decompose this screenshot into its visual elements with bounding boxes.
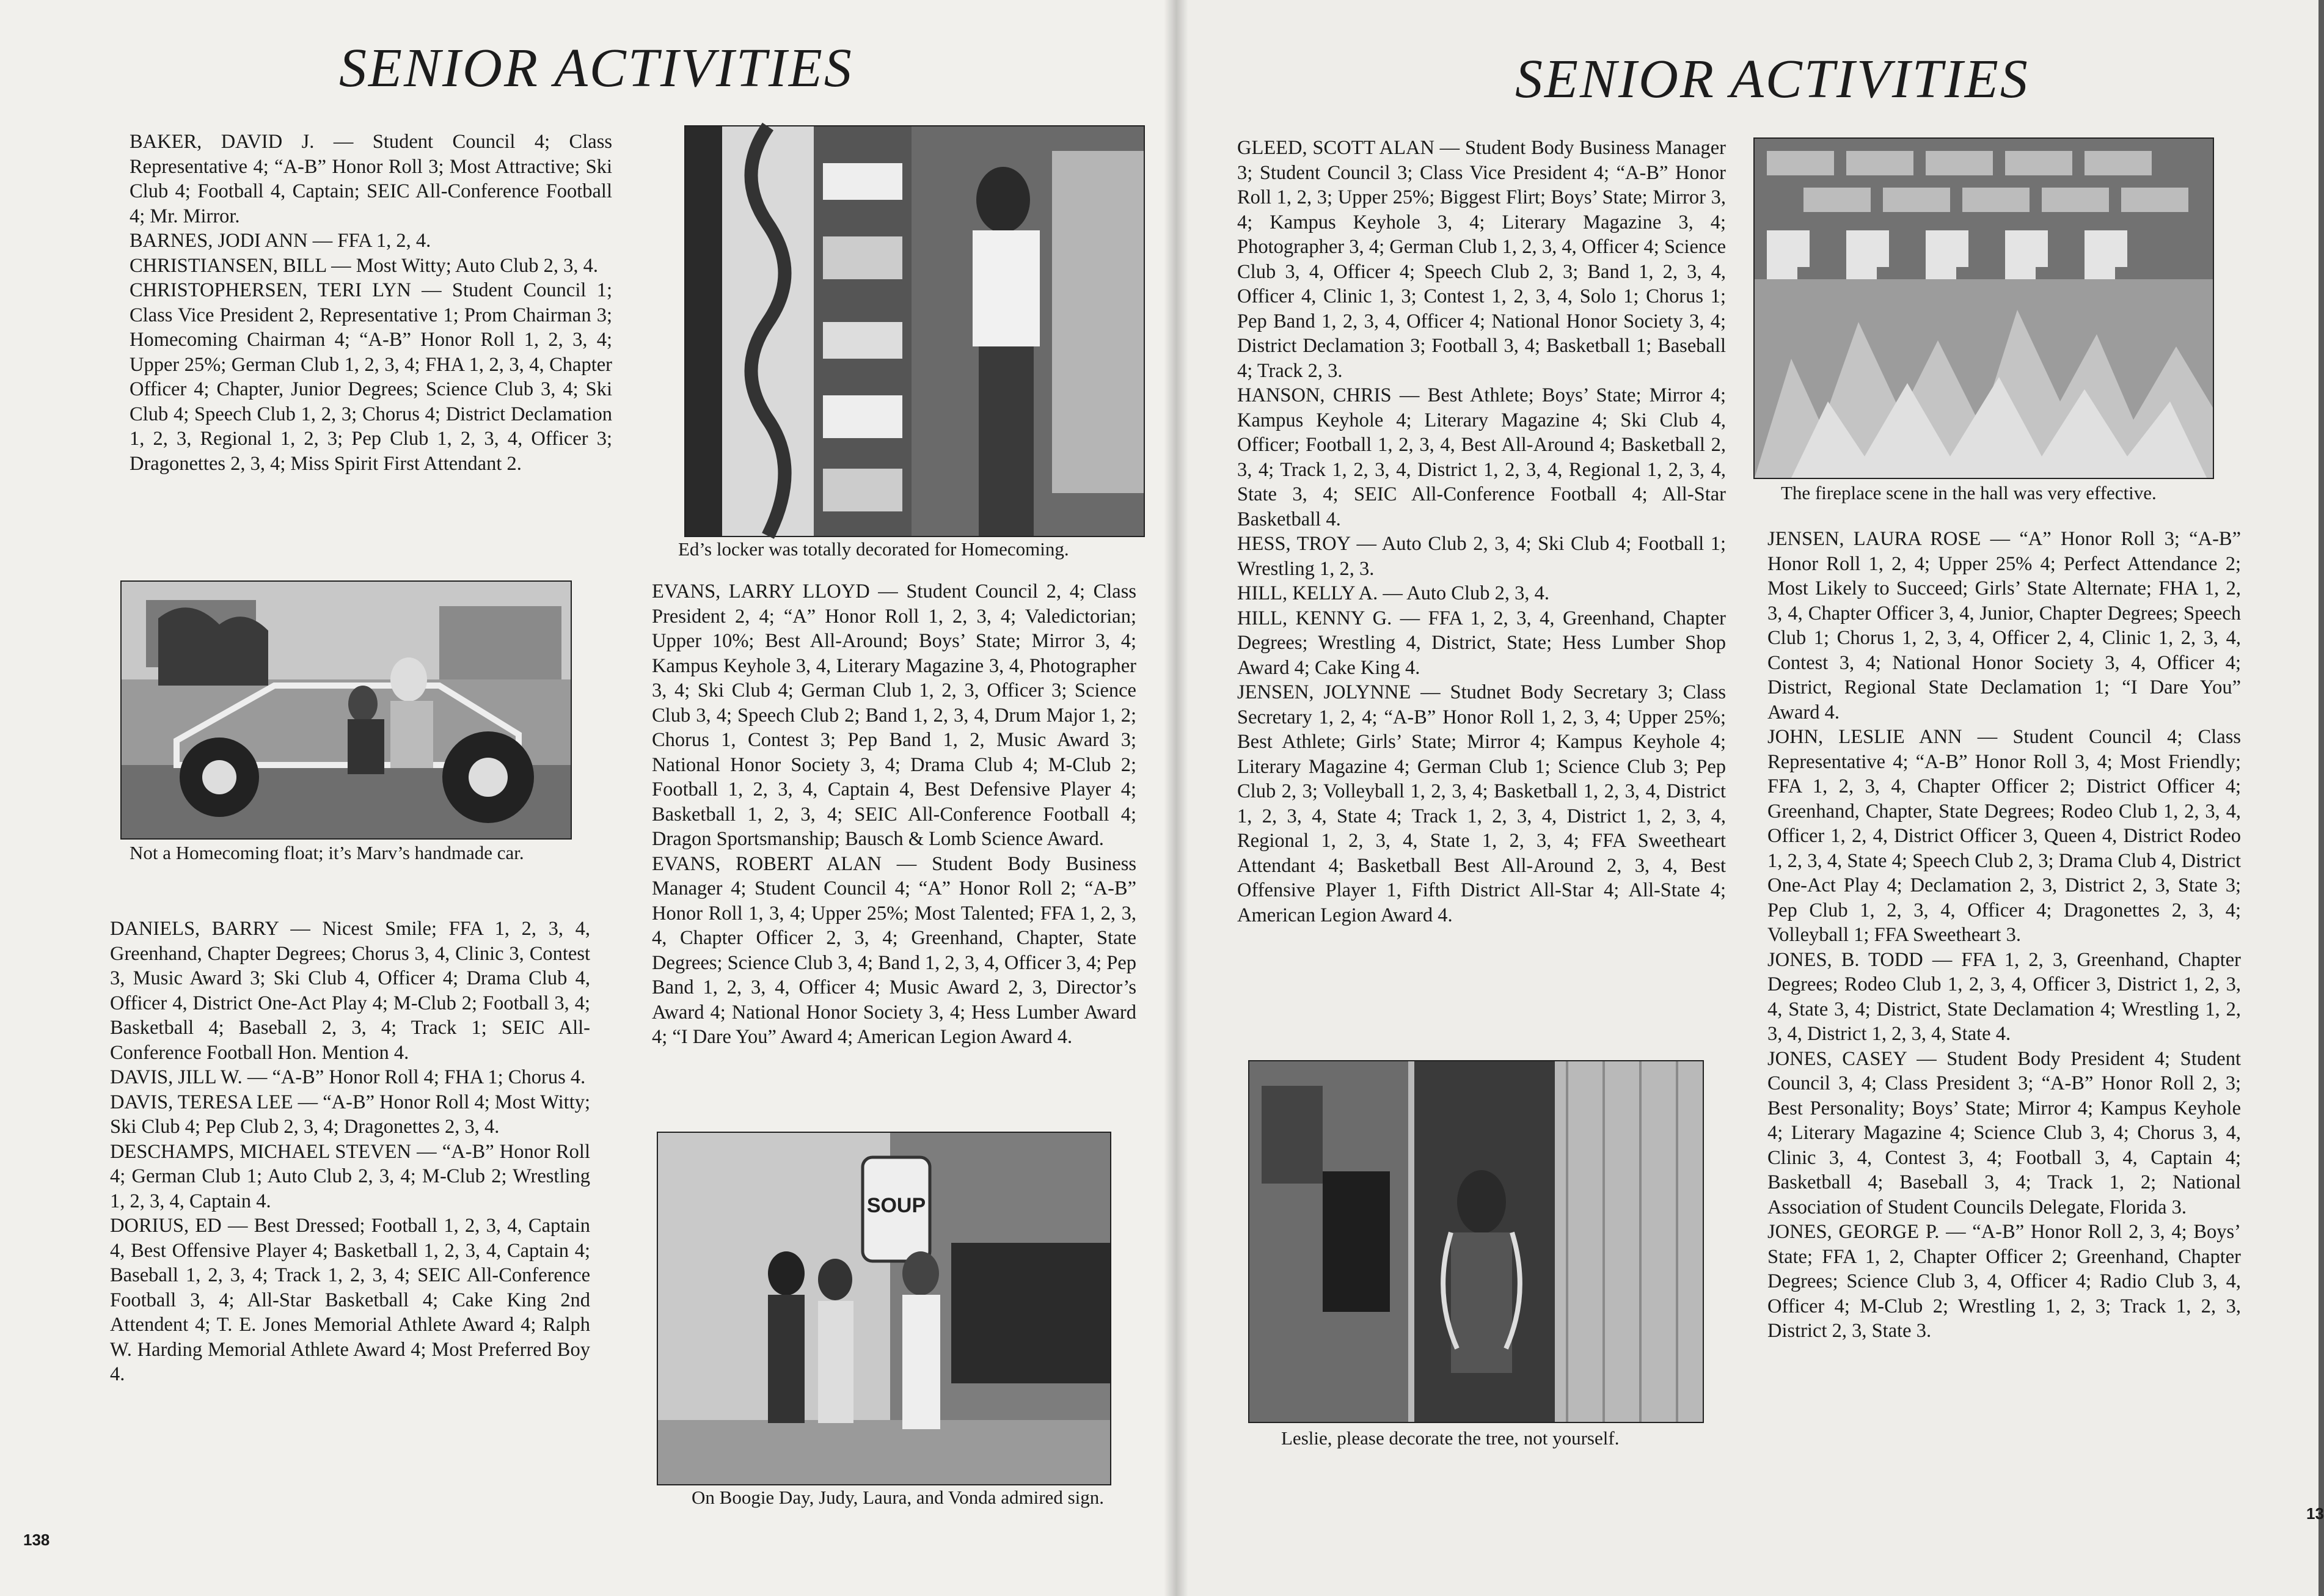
entry-davis-jill: DAVIS, JILL W. — “A-B” Honor Roll 4; FHA 1; Chorus 4. [110,1066,586,1088]
caption-car: Not a Homecoming float; it’s Marv’s handmade car. [130,842,524,863]
entry-jensen-jolynne: JENSEN, JOLYNNE — Studnet Body Secretary 3; Class Secretary 1, 2, 4; “A-B” Honor Roll 1, 2, 3, 4; Upper 25%; Best Athlete; Girls’ State; Mirror 4; Kampus Keyhole 4; Literary Magazine 4; German Club 1; Science Club 3; Pep Club 2, 3; Volleyball 1, 2, 3, 4; Basketball 1, 2, 3, 4, District 1, 2, 3, 4, State 4; Track 1, 2, 3, 4, District 1, 2, 3, 4, Regional 1, 2, 3, 4, State 1, 2, 3, 4; FFA Sweetheart Attendant 4; Basketball Best All-Around 2, 3, 4, Best Offensive Player 1, Fifth District All-Star 4; All-State 4; American Legion Award 4. [1237,681,1726,926]
entry-christophersen: CHRISTOPHERSEN, TERI LYN — Student Council 1; Class Vice President 2, Representative 1; Prom Chairman 3; Homecoming Chairman 4; “A-B” Honor Roll 1, 2, 3, 4; Upper 25%; German Club 1, 2, 3, 4; FHA 1, 2, 3, 4, Chapter Officer 4; Chapter, Junior Degrees; Science Club 3, 4; Ski Club 4; Speech Club 1, 2, 3; Chorus 4; District Declamation 1, 2, 3, Regional 1, 2, 3; Pep Club 1, 2, 3, 4, Officer 3; Dragonettes 2, 3, 4; Miss Spirit First Attendant 2. [130,279,612,475]
entry-hill-kelly: HILL, KELLY A. — Auto Club 2, 3, 4. [1237,582,1550,604]
entry-christiansen: CHRISTIANSEN, BILL — Most Witty; Auto Club 2, 3, 4. [130,254,599,277]
column-left-2 [652,579,1136,1050]
binding-gutter [1164,0,1188,1596]
entry-daniels: DANIELS, BARRY — Nicest Smile; FFA 1, 2, 3, 4, Greenhand, Chapter Degrees; Chorus 3, 4, Clinic 3, Contest 3, Music Award 3; Ski Club 4, Officer 4; Drama Club 4, Officer 4, District One-Act Play 4; M-Club 2; Football 3, 4; Basketball 4; Baseball 2, 3, 4; Track 1; SEIC All-Conference Football Hon. Mention 4. [110,918,590,1064]
column-right-2 [1767,527,2241,1344]
entry-jensen-laura: JENSEN, LAURA ROSE — “A” Honor Roll 3; “A-B” Honor Roll 1, 2, 4; Upper 25% 4; Perfect Attendance 2; Most Likely to Succeed; Girls’ State Alternate; FHA 1, 2, 3, 4, Chapter Officer 3, 4, Junior, Chapter Degrees; Speech Club 1; Chorus 1, 2, 3, 4, Officer 2, 4, Clinic 1, 2, 3, 4, Contest 3, 4; National Honor Society 3, 4, Officer 4; District, Regional State Declamation 1; “I Dare You” Award 4. [1767,528,2241,723]
entry-baker: BAKER, DAVID J. — Student Council 4; Class Representative 4; “A-B” Honor Roll 3; Most Attractive; Ski Club 4; Football 4, Captain; SEIC All-Conference Football 4; Mr. Mirror. [130,131,612,227]
locker-photo-graphic [685,126,1144,536]
entry-dorius: DORIUS, ED — Best Dressed; Football 1, 2, 3, 4, Captain 4, Best Offensive Player 4; Basketball 1, 2, 3, 4, Captain 4; Baseball 1, 2, 3, 4; Track 1, 2, 3, 4; SEIC All-Conference Football 3, 4; All-Star Basketball 4; Cake King 2nd Attendent 4; T. E. Jones Memorial Athlete Award 4; Ralph W. Harding Memorial Athlete Award 4; Most Preferred Boy 4. [110,1215,590,1385]
page-number-left: 138 [23,1531,50,1549]
entry-barnes: BARNES, JODI ANN — FFA 1, 2, 4. [130,230,431,252]
fireplace-photo-graphic [1755,139,2213,478]
entry-hess: HESS, TROY — Auto Club 2, 3, 4; Ski Club 4; Football 1; Wrestling 1, 2, 3. [1237,533,1726,580]
entry-gleed: GLEED, SCOTT ALAN — Student Body Business Manager 3; Student Council 3; Class Vice President 4; “A-B” Honor Roll 1, 2, 3; Upper 25%; Biggest Flirt; Boys’ State; Mirror 3, 4; Kampus Keyhole 3, 4; Literary Magazine 3, 4; Photographer 3, 4; German Club 1, 2, 3, 4, Officer 4; Science Club 3, 4, Officer 4; Speech Club 2, 3; Band 1, 2, 3, 4, Officer 4, Clinic 1, 3; Contest 1, 2, 3, 4, Solo 1; Chorus 1; Pep Band 1, 2, 3, 4, Officer 4; National Honor Society 3, 4; District Declamation 3; Football 3, 4; Basketball 1; Baseball 4; Track 2, 3. [1237,137,1726,382]
photo-locker [684,125,1145,537]
entry-jones-casey: JONES, CASEY — Student Body President 4; Student Council 3, 4; Class President 3; “A-B” Honor Roll 2, 3; Best Personality; Boys’ State; Mirror 4; Kampus Keyhole 4; Literary Magazine 4; Science Club 3, 4; Chorus 3, 4, Clinic 3, 4, Contest 3, 4; Football 3, 4, Captain 4; Basketball 4; Baseball 3, 4; Track 1, 2; National Association of Student Councils Delegate, Florida 3. [1767,1047,2241,1218]
photo-fireplace [1753,137,2214,479]
entry-john-leslie: JOHN, LESLIE ANN — Student Council 4; Class Representative 4; “A-B” Honor Roll 3, 4; Most Friendly; FFA 1, 2, 3, 4, Chapter Officer 2; District Officer 4; Greenhand, Chapter, State Degrees; Rodeo Club 1, 2, 3, 4, Officer 1, 2, 4, District Officer 3, Queen 4, District Rodeo 1, 2, 3, 4, State 4; Speech Club 2, 3; Drama Club 4, District One-Act Play 4; Declamation 2, 3, District 2, 3, State 3; Pep Club 1, 2, 3, 4, Officer 4; Dragonettes 2, 3, 4; Volleyball 1; FFA Sweetheart 3. [1767,726,2241,946]
page-title-right: SENIOR ACTIVITIES [1515,49,2030,109]
column-right-1 [1237,136,1726,928]
caption-locker: Ed’s locker was totally decorated for Homecoming. [678,538,1069,560]
entry-hanson: HANSON, CHRIS — Best Athlete; Boys’ State; Mirror 4; Kampus Keyhole 4; Literary Magazine 4; Ski Club 4, Officer; Football 1, 2, 3, 4, Best All-Around 4; Basketball 2, 3, 4; Track 1, 2, 3, 4, District 1, 2, 3, 4, Regional 1, 2, 3, 4, State 3, 4; SEIC All-Conference Football 4; All-Star Basketball 4. [1237,384,1726,530]
right-page [1176,0,2324,1596]
entry-evans-robert: EVANS, ROBERT ALAN — Student Body Business Manager 4; Student Council 4; “A” Honor Roll 2; “A-B” Honor Roll 1, 3, 4; Upper 25%; Most Talented; FFA 1, 2, 3, 4, Chapter Officer 2, 3, 4; Greenhand, Chapter, State Degrees; Science Club 3, 4; Band 1, 2, 3, 4, Officer 3, 4; Pep Band 1, 2, 3, 4, Officer 4; Music Award 2, 3, Director’s Award 4; National Honor Society 3, 4; Hess Lumber Award 4; “I Dare You” Award 4; American Legion Award 4. [652,852,1136,1048]
caption-soup: On Boogie Day, Judy, Laura, and Vonda admired sign. [692,1487,1104,1508]
entry-jones-todd: JONES, B. TODD — FFA 1, 2, 3, Greenhand, Chapter Degrees; Rodeo Club 1, 2, 3, 4, Officer 3, District 1, 2, 3, 4, State 3, 4; District, State Declamation 4; Wrestling 1, 2, 3, 4, District 1, 2, 3, 4, State 4. [1767,948,2241,1045]
entry-evans-larry: EVANS, LARRY LLOYD — Student Council 2, 4; Class President 2, 4; “A” Honor Roll 1, 2, 3, 4; Valedictorian; Upper 10%; Best All-Around; Boys’ State; Mirror 3, 4; Kampus Keyhole 3, 4, Literary Magazine 3, 4, Photographer 3, 4; Ski Club 4; German Club 1, 2, 3, Officer 3; Science Club 3, 4; Speech Club 2; Band 1, 2, 3, 4, Drum Major 1, 2; Chorus 1, Contest 3; Pep Band 1, 2, Music Award 3; National Honor Society 3, 4; Drama Club 4; M-Club 2; Football 1, 2, 3, 4, Captain 4, Best Defensive Player 4; Basketball 1, 2, 3, 4; SEIC All-Conference Football 4; Dragon Sportsmanship; Bausch & Lomb Science Award. [652,580,1136,850]
caption-tree: Leslie, please decorate the tree, not yourself. [1281,1427,1620,1449]
photo-leslie [1248,1060,1704,1423]
entry-hill-kenny: HILL, KENNY G. — FFA 1, 2, 3, 4, Greenhand, Chapter Degrees; Wrestling 4, District, State; Hess Lumber Shop Award 4; Cake King 4. [1237,607,1726,679]
photo-car [120,580,572,840]
entry-jones-george: JONES, GEORGE P. — “A-B” Honor Roll 2, 3, 4; Boys’ State; FFA 1, 2, Chapter Officer 2; Greenhand, Chapter Degrees; Science Club 3, 4, Officer 4; Radio Club 3, 4, Officer 4; M-Club 2; Wrestling 1, 2, 3; Track 1, 2, 3, District 2, 3, State 3. [1767,1221,2241,1342]
photo-soup-sign [657,1132,1111,1485]
page-title-left: SENIOR ACTIVITIES [339,38,853,98]
page-number-right: 13 [2306,1504,2324,1523]
car-photo-graphic [122,582,571,838]
entry-davis-teresa: DAVIS, TERESA LEE — “A-B” Honor Roll 4; Most Witty; Ski Club 4; Pep Club 2, 3, 4; Dragonettes 2, 3, 4. [110,1091,590,1138]
sign-soup-text: SOUP [866,1194,926,1217]
caption-fireplace: The fireplace scene in the hall was very effective. [1781,482,2157,503]
leslie-photo-graphic [1249,1061,1703,1422]
column-left-1-top [130,130,612,476]
column-left-1-bottom [110,917,590,1387]
soup-photo-graphic [658,1133,1110,1484]
entry-deschamps: DESCHAMPS, MICHAEL STEVEN — “A-B” Honor Roll 4; German Club 1; Auto Club 2, 3, 4; M-Club 2; Wrestling 1, 2, 3, 4, Captain 4. [110,1140,590,1212]
